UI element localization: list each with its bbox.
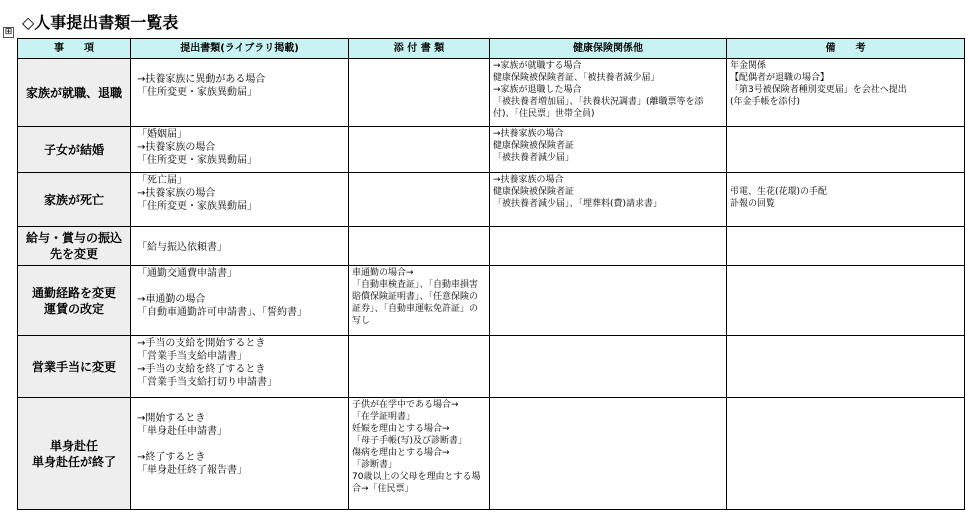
item-cell: 給与・賞与の振込先を変更 — [18, 227, 131, 266]
table-row — [18, 173, 965, 227]
remarks-cell — [727, 227, 965, 266]
item-cell: 通勤経路を変更 運賃の改定 — [18, 266, 131, 336]
health-cell — [490, 398, 727, 510]
remarks-cell — [727, 266, 965, 336]
table-move-handle-icon[interactable]: ⊞ — [4, 27, 13, 37]
library-cell: →手当の支給を開始するとき 「営業手当支給申請書」 →手当の支給を終了するとき 「営業手当支給打切り申請書」 — [131, 336, 349, 398]
library-cell: 「死亡届」 →扶養家族の場合 「住所変更・家族異動届」 — [131, 173, 349, 227]
library-cell: 「通勤交通費申請書」 →車通勤の場合 「自動車通勤許可申請書」、「誓約書」 — [131, 266, 349, 336]
health-cell: →家族が就職する場合 健康保険被保険者証、「被扶養者減少届」 →家族が退職した場合 「被扶養者増加届」、「扶養状況調書」(離職票等を添付)、「住民票」世帯全員) — [490, 59, 727, 127]
item-cell: 家族が就職、退職 — [18, 59, 131, 127]
item-cell: 子女が結婚 — [18, 127, 131, 173]
table-row — [18, 59, 965, 127]
remarks-cell — [727, 127, 965, 173]
attachments-cell: 子供が在学中である場合→ 「在学証明書」 妊娠を理由とする場合→ 「母子手帳(写)及び診断書」 傷病を理由とする場合→ 「診断書」 70歳以上の父母を理由とする場合→「住民票」 — [349, 398, 490, 510]
attachments-cell: 車通勤の場合→ 「自動車検査証」、「自動車損害賠償保険証明書」、「任意保険の証券」、「自動車運転免許証」の写し — [349, 266, 490, 336]
remarks-cell — [727, 398, 965, 510]
header-attachments: 添 付 書 類 — [349, 39, 490, 59]
document-table — [17, 38, 965, 510]
item-cell: 営業手当に変更 — [18, 336, 131, 398]
health-cell: →扶養家族の場合 健康保険被保険者証 「被扶養者減少届」、「埋葬料(費)請求書」 — [490, 173, 727, 227]
header-item: 事 項 — [18, 39, 131, 59]
health-cell: →扶養家族の場合 健康保険被保険者証 「被扶養者減少届」 — [490, 127, 727, 173]
remarks-cell — [727, 336, 965, 398]
attachments-cell — [349, 336, 490, 398]
table-row — [18, 398, 965, 510]
health-cell — [490, 336, 727, 398]
header-library: 提出書類(ライブラリ掲載) — [131, 39, 349, 59]
health-cell — [490, 227, 727, 266]
item-cell: 単身赴任 単身赴任が終了 — [18, 398, 131, 510]
remarks-cell: 弔電、生花(花環)の手配 訃報の回覧 — [727, 173, 965, 227]
page-title: ◇人事提出書類一覧表 — [22, 13, 179, 32]
library-cell: 「給与振込依頼書」 — [131, 227, 349, 266]
item-cell: 家族が死亡 — [18, 173, 131, 227]
table-row — [18, 336, 965, 398]
header-remarks: 備 考 — [727, 39, 965, 59]
attachments-cell — [349, 227, 490, 266]
library-cell: →扶養家族に異動がある場合 「住所変更・家族異動届」 — [131, 59, 349, 127]
header-row — [18, 39, 965, 59]
table-row — [18, 266, 965, 336]
attachments-cell — [349, 173, 490, 227]
remarks-cell: 年金関係 【配偶者が退職の場合】 「第3号被保険者種別変更届」を会社へ提出 (年金手帳を添付) — [727, 59, 965, 127]
header-health: 健康保険関係他 — [490, 39, 727, 59]
library-cell: →開始するとき 「単身赴任申請書」 →終了するとき 「単身赴任終了報告書」 — [131, 398, 349, 510]
health-cell — [490, 266, 727, 336]
library-cell: 「婚姻届」 →扶養家族の場合 「住所変更・家族異動届」 — [131, 127, 349, 173]
attachments-cell — [349, 127, 490, 173]
table-row — [18, 227, 965, 266]
attachments-cell — [349, 59, 490, 127]
table-row — [18, 127, 965, 173]
